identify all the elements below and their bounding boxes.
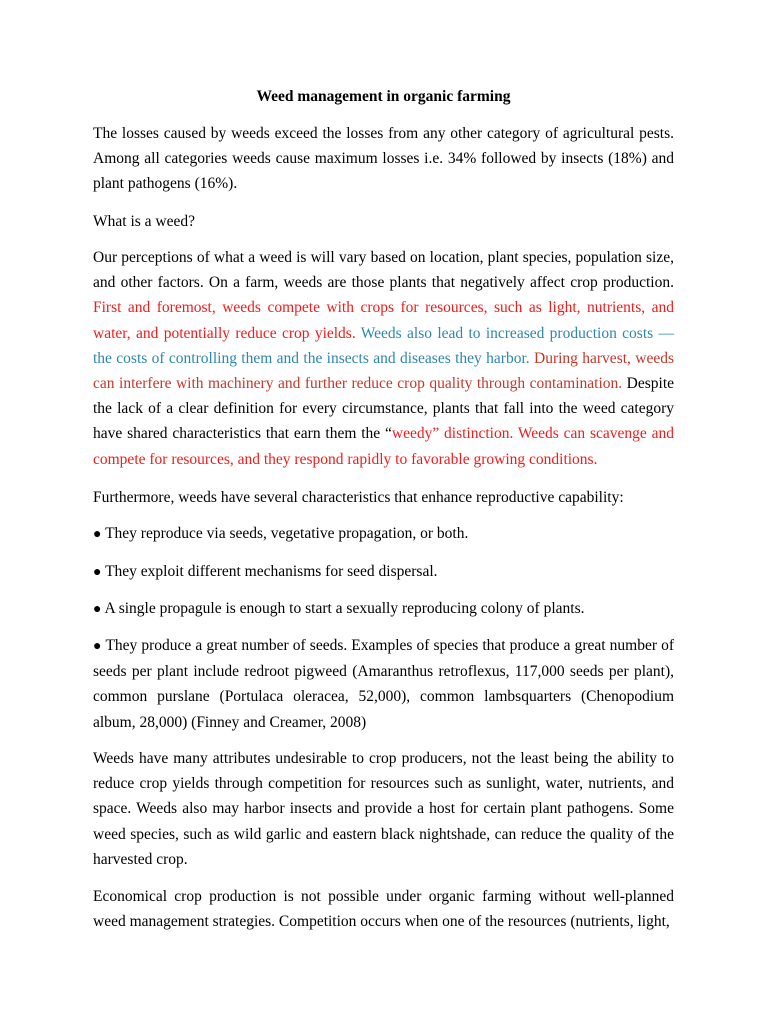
bullet-icon: ●: [93, 527, 102, 542]
text-red-compete: First and foremost, weeds compete with crops for resources, such as light, nutrients, and water, and potentially reduce crop yields.: [93, 299, 674, 342]
bullet-text: They produce a great number of seeds. Examples of species that produce a great number of seeds per plant include redroot pigweed (Amaranthus retroflexus, 117,000 seeds per plant), common purslane (Portulaca oleracea, 52,000), common lambsquarters (Chenopodium album, 28,000) (Finney and Creamer, 2008): [93, 637, 674, 731]
paragraph-undesirable-attributes: Weeds have many attributes undesirable to crop producers, not the least being the ability to reduce crop yields through competition for resources such as sunlight, water, nutrients, and space. Weeds also may harbor insects and provide a host for certain plant pathogens. Some weed species, such as wild garlic and eastern black nightshade, can reduce the quality of the harvested crop.: [93, 750, 674, 868]
bullet-text: A single propagule is enough to start a sexually reproducing colony of plants.: [104, 600, 585, 617]
bullet-text: They reproduce via seeds, vegetative propagation, or both.: [105, 525, 469, 542]
paragraph-economical-production: Economical crop production is not possible under organic farming without well-planned weed management strategies. Competition occurs when one of the resources (nutrients, light,: [93, 888, 674, 931]
paragraph-reproductive-intro: Furthermore, weeds have several characteristics that enhance reproductive capability:: [93, 489, 624, 506]
text-blue-costs: Weeds also lead to increased production costs — the costs of controlling them and the insects and diseases they harbor.: [93, 324, 674, 367]
bullet-item: [93, 596, 674, 622]
document-title: Weed management in organic farming: [256, 88, 511, 105]
text-darkred-harvest: During harvest, weeds can interfere with machinery and further reduce crop quality through contamination.: [93, 349, 674, 393]
bullet-text: They exploit different mechanisms for seed dispersal.: [105, 563, 438, 580]
bullet-item: [93, 633, 674, 735]
paragraph-weed-definition: [93, 245, 674, 472]
bullet-item: [93, 521, 674, 547]
bullet-icon: ●: [93, 565, 102, 580]
text-red-weedy: weedy” distinction. Weeds can scavenge and compete for resources, and they respond rapidly to favorable growing conditions.: [93, 425, 674, 468]
bullet-icon: ●: [93, 639, 102, 654]
paragraph-weed-losses: The losses caused by weeds exceed the losses from any other category of agricultural pests. Among all categories weeds cause maximum losses i.e. 34% followed by insects (18%) and plant pathogens (16%).: [93, 125, 674, 193]
bullet-item: [93, 559, 674, 585]
heading-what-is-a-weed: What is a weed?: [93, 213, 195, 230]
text-plain: Our perceptions of what a weed is will vary based on location, plant species, population size, and other factors. On a farm, weeds are those plants that negatively affect crop production.: [93, 249, 674, 292]
text-plain-despite: Despite the lack of a clear definition for every circumstance, plants that fall into the weed category have shared characteristics that earn them the “: [93, 375, 675, 443]
bullet-icon: ●: [93, 602, 102, 617]
